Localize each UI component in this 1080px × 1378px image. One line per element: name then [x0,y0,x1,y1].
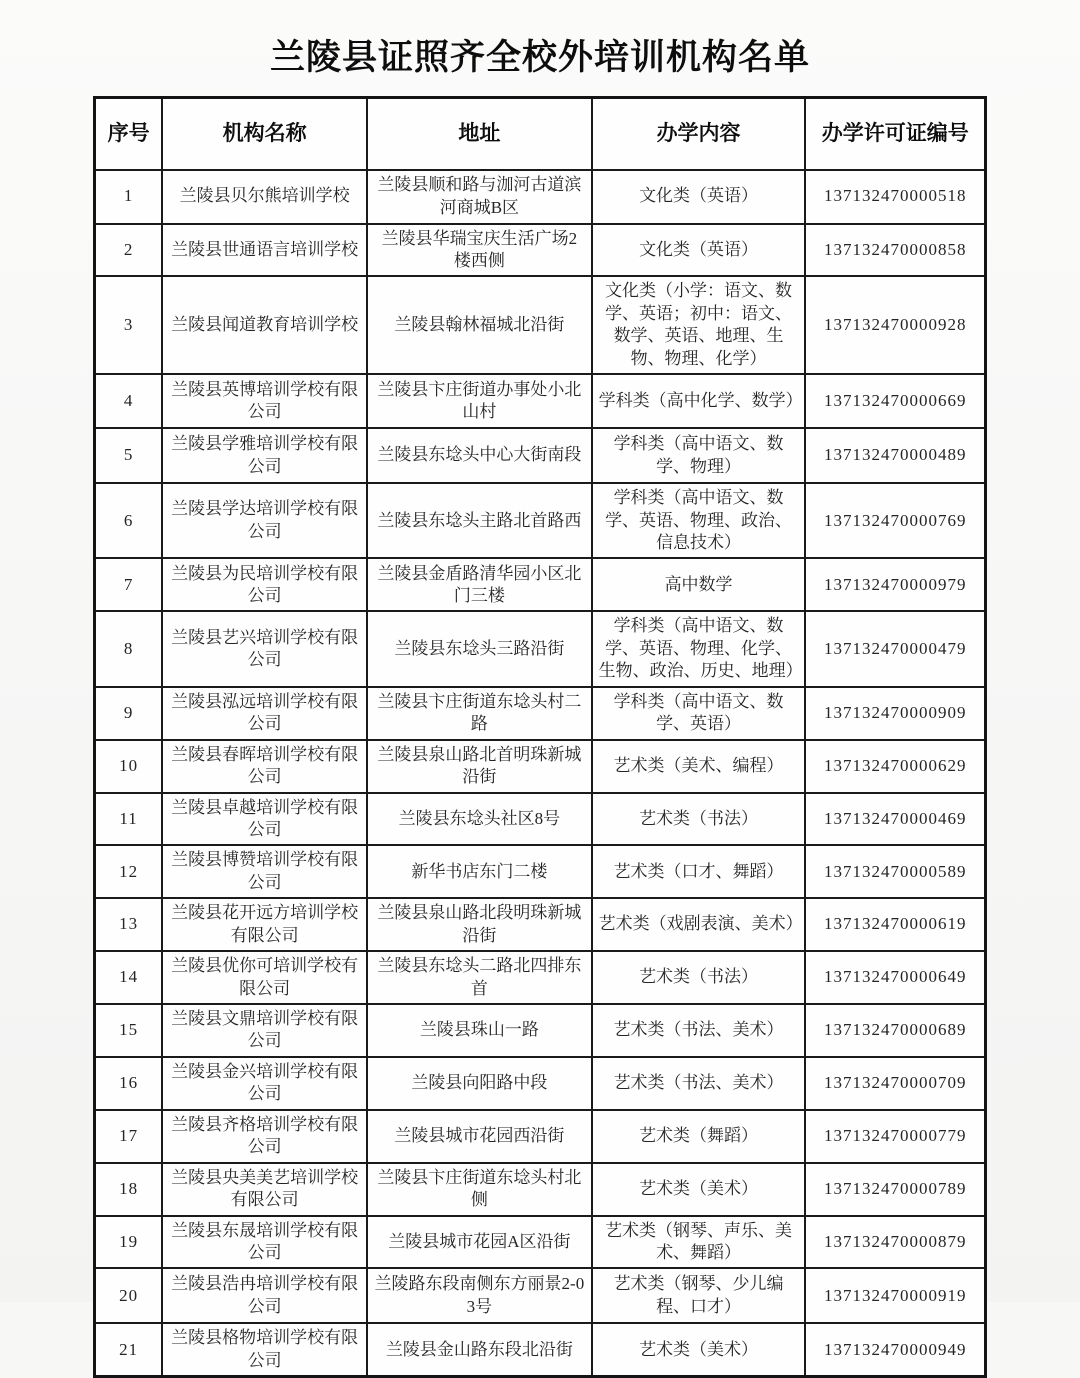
cell-no: 19 [95,1216,163,1269]
cell-address: 兰陵县卞庄街道东埝头村北侧 [367,1163,592,1216]
table-row [95,224,986,277]
cell-content: 艺术类（美术） [592,1323,806,1376]
cell-content: 艺术类（钢琴、声乐、美术、舞蹈） [592,1216,806,1269]
cell-address: 兰陵县东埝头中心大街南段 [367,428,592,483]
cell-address: 兰陵县东埝头社区8号 [367,793,592,846]
col-header-name: 机构名称 [162,98,367,170]
cell-address: 兰陵县珠山一路 [367,1004,592,1057]
cell-address: 兰陵县卞庄街道办事处小北山村 [367,374,592,428]
cell-no: 10 [95,740,163,793]
cell-name: 兰陵县闻道教育培训学校 [162,276,367,374]
cell-address: 兰陵县金盾路清华园小区北门三楼 [367,558,592,611]
page-title: 兰陵县证照齐全校外培训机构名单 [269,38,810,77]
cell-name: 兰陵县浩冉培训学校有限公司 [162,1268,367,1323]
table-body [95,170,986,1377]
cell-license: 137132470000919 [805,1268,985,1323]
cell-address: 兰陵路东段南侧东方丽景2-03号 [367,1268,592,1323]
cell-content: 艺术类（书法、美术） [592,1004,806,1057]
cell-no: 14 [95,951,163,1004]
table-row [95,428,986,483]
cell-license: 137132470000949 [805,1323,985,1376]
cell-license: 137132470000489 [805,428,985,483]
cell-license: 137132470000589 [805,845,985,898]
table-row [95,740,986,793]
cell-content: 艺术类（书法） [592,951,806,1004]
cell-name: 兰陵县格物培训学校有限公司 [162,1323,367,1376]
cell-address: 兰陵县华瑞宝庆生活广场2楼西侧 [367,224,592,277]
cell-no: 1 [95,170,163,224]
cell-name: 兰陵县艺兴培训学校有限公司 [162,611,367,686]
cell-name: 兰陵县贝尔熊培训学校 [162,170,367,224]
cell-content: 艺术类（书法、美术） [592,1057,806,1110]
cell-name: 兰陵县东晟培训学校有限公司 [162,1216,367,1269]
cell-no: 5 [95,428,163,483]
cell-content: 文化类（英语） [592,224,806,277]
cell-no: 2 [95,224,163,277]
cell-name: 兰陵县文鼎培训学校有限公司 [162,1004,367,1057]
cell-content: 艺术类（舞蹈） [592,1110,806,1163]
cell-name: 兰陵县优你可培训学校有限公司 [162,951,367,1004]
cell-content: 学科类（高中化学、数学） [592,374,806,428]
table-row [95,951,986,1004]
cell-license: 137132470000669 [805,374,985,428]
cell-content: 文化类（英语） [592,170,806,224]
cell-no: 12 [95,845,163,898]
cell-license: 137132470000928 [805,276,985,374]
cell-content: 文化类（小学：语文、数学、英语；初中：语文、数学、英语、地理、生物、物理、化学） [592,276,806,374]
cell-content: 艺术类（美术、编程） [592,740,806,793]
cell-name: 兰陵县金兴培训学校有限公司 [162,1057,367,1110]
header-row [95,98,986,170]
cell-license: 137132470000469 [805,793,985,846]
cell-address: 兰陵县东埝头二路北四排东首 [367,951,592,1004]
cell-content: 学科类（高中语文、数学、英语、物理、政治、信息技术） [592,483,806,558]
table-row [95,1163,986,1216]
table-row [95,687,986,740]
cell-content: 艺术类（书法） [592,793,806,846]
cell-address: 兰陵县东埝头三路沿街 [367,611,592,686]
cell-no: 20 [95,1268,163,1323]
cell-license: 137132470000789 [805,1163,985,1216]
cell-content: 高中数学 [592,558,806,611]
cell-license: 137132470000619 [805,898,985,951]
cell-license: 137132470000689 [805,1004,985,1057]
cell-content: 艺术类（钢琴、少儿编程、口才） [592,1268,806,1323]
col-header-license: 办学许可证编号 [805,98,985,170]
table-row [95,1110,986,1163]
col-header-address: 地址 [367,98,592,170]
table-row [95,1323,986,1376]
table-row [95,1057,986,1110]
cell-content: 艺术类（口才、舞蹈） [592,845,806,898]
table-row [95,483,986,558]
cell-name: 兰陵县卓越培训学校有限公司 [162,793,367,846]
cell-license: 137132470000979 [805,558,985,611]
table-row [95,1004,986,1057]
cell-no: 9 [95,687,163,740]
cell-name: 兰陵县英博培训学校有限公司 [162,374,367,428]
cell-no: 8 [95,611,163,686]
table-row [95,1268,986,1323]
table-row [95,558,986,611]
cell-name: 兰陵县学雅培训学校有限公司 [162,428,367,483]
cell-license: 137132470000909 [805,687,985,740]
cell-address: 新华书店东门二楼 [367,845,592,898]
table-header [95,98,986,170]
table-row [95,898,986,951]
cell-name: 兰陵县春晖培训学校有限公司 [162,740,367,793]
cell-no: 6 [95,483,163,558]
cell-name: 兰陵县世通语言培训学校 [162,224,367,277]
cell-no: 15 [95,1004,163,1057]
cell-address: 兰陵县东埝头主路北首路西 [367,483,592,558]
cell-content: 学科类（高中语文、数学、英语、物理、化学、生物、政治、历史、地理） [592,611,806,686]
table-row [95,170,986,224]
cell-address: 兰陵县翰林福城北沿街 [367,276,592,374]
cell-address: 兰陵县城市花园西沿街 [367,1110,592,1163]
cell-content: 学科类（高中语文、数学、物理） [592,428,806,483]
cell-address: 兰陵县顺和路与泇河古道滨河商城B区 [367,170,592,224]
cell-license: 137132470000769 [805,483,985,558]
cell-no: 16 [95,1057,163,1110]
cell-license: 137132470000858 [805,224,985,277]
cell-no: 11 [95,793,163,846]
table-row [95,611,986,686]
cell-no: 7 [95,558,163,611]
cell-name: 兰陵县泓远培训学校有限公司 [162,687,367,740]
cell-no: 4 [95,374,163,428]
cell-name: 兰陵县央美美艺培训学校有限公司 [162,1163,367,1216]
cell-content: 艺术类（戏剧表演、美术） [592,898,806,951]
cell-license: 137132470000479 [805,611,985,686]
cell-content: 艺术类（美术） [592,1163,806,1216]
cell-no: 3 [95,276,163,374]
col-header-content: 办学内容 [592,98,806,170]
cell-name: 兰陵县学达培训学校有限公司 [162,483,367,558]
cell-address: 兰陵县泉山路北首明珠新城沿街 [367,740,592,793]
cell-license: 137132470000709 [805,1057,985,1110]
cell-license: 137132470000629 [805,740,985,793]
cell-address: 兰陵县卞庄街道东埝头村二路 [367,687,592,740]
cell-license: 137132470000649 [805,951,985,1004]
col-header-no: 序号 [95,98,163,170]
cell-no: 18 [95,1163,163,1216]
cell-address: 兰陵县金山路东段北沿街 [367,1323,592,1376]
table-row [95,276,986,374]
cell-content: 学科类（高中语文、数学、英语） [592,687,806,740]
table-row [95,1216,986,1269]
cell-address: 兰陵县城市花园A区沿街 [367,1216,592,1269]
cell-license: 137132470000518 [805,170,985,224]
table-row [95,374,986,428]
cell-address: 兰陵县向阳路中段 [367,1057,592,1110]
cell-name: 兰陵县花开远方培训学校有限公司 [162,898,367,951]
cell-license: 137132470000779 [805,1110,985,1163]
institutions-table [93,96,987,1378]
cell-no: 13 [95,898,163,951]
cell-license: 137132470000879 [805,1216,985,1269]
cell-no: 21 [95,1323,163,1376]
cell-address: 兰陵县泉山路北段明珠新城沿街 [367,898,592,951]
cell-name: 兰陵县齐格培训学校有限公司 [162,1110,367,1163]
cell-name: 兰陵县博赞培训学校有限公司 [162,845,367,898]
cell-no: 17 [95,1110,163,1163]
table-row [95,845,986,898]
table-row [95,793,986,846]
cell-name: 兰陵县为民培训学校有限公司 [162,558,367,611]
